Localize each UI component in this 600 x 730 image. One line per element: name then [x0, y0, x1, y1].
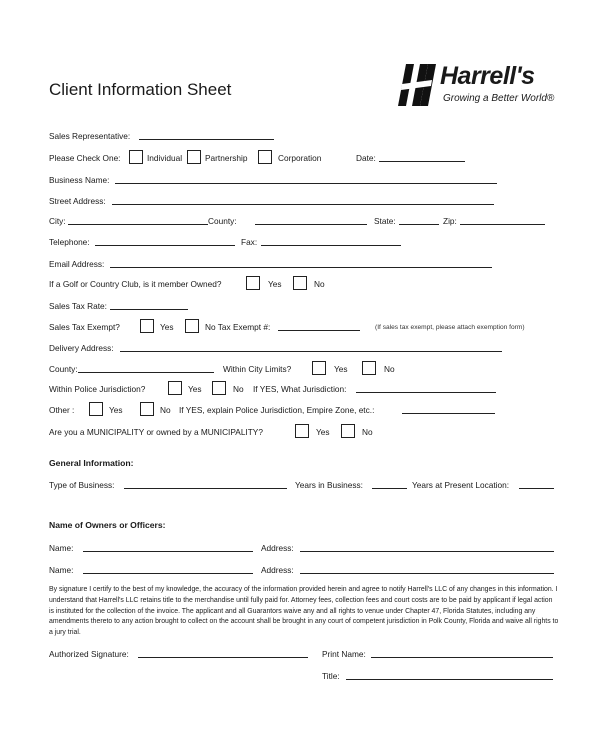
golf-club-label: If a Golf or Country Club, is it member Owned?	[49, 279, 222, 289]
authorized-signature-label: Authorized Signature:	[49, 649, 129, 659]
golf-club-row	[49, 276, 569, 292]
telephone-label: Telephone:	[49, 237, 90, 247]
within-police-label: Within Police Jurisdiction?	[49, 384, 146, 394]
fax-label: Fax:	[241, 237, 258, 247]
sales-tax-exempt-label: Sales Tax Exempt?	[49, 322, 120, 332]
police-yes-label: Yes	[188, 384, 202, 394]
within-city-label: Within City Limits?	[223, 364, 292, 374]
city-label: City:	[49, 216, 66, 226]
years-business-label: Years in Business:	[295, 480, 363, 490]
city-row	[49, 213, 569, 229]
jurisdiction-field[interactable]	[356, 392, 496, 393]
other-yes-label: Yes	[109, 405, 123, 415]
years-location-field[interactable]	[519, 488, 554, 489]
tax-exempt-no-checkbox[interactable]	[185, 319, 199, 333]
title-label: Title:	[322, 671, 340, 681]
city-limits-no-label: No	[384, 364, 395, 374]
county-city-limits-row	[49, 361, 569, 377]
sales-rep-label: Sales Representative:	[49, 131, 131, 141]
city-limits-yes-checkbox[interactable]	[312, 361, 326, 375]
street-address-label: Street Address:	[49, 196, 106, 206]
state-label: State:	[374, 216, 396, 226]
tax-exempt-number-field[interactable]	[278, 330, 360, 331]
no-tax-exempt-label: No Tax Exempt #:	[205, 322, 271, 332]
email-label: Email Address:	[49, 259, 105, 269]
golf-no-checkbox[interactable]	[293, 276, 307, 290]
title-row	[49, 668, 569, 684]
owner-address-field[interactable]	[300, 551, 554, 552]
print-name-field[interactable]	[371, 657, 553, 658]
logo-tagline: Growing a Better World®	[443, 93, 555, 104]
golf-no-label: No	[314, 279, 325, 289]
general-info-heading: General Information:	[49, 458, 134, 468]
other-no-checkbox[interactable]	[140, 402, 154, 416]
authorized-signature-field[interactable]	[138, 657, 308, 658]
city-limits-no-checkbox[interactable]	[362, 361, 376, 375]
city-limits-yes-label: Yes	[334, 364, 348, 374]
partnership-checkbox[interactable]	[187, 150, 201, 164]
state-field[interactable]	[399, 224, 439, 225]
business-name-row	[49, 172, 569, 188]
municipality-row	[49, 424, 569, 440]
owner-address-label: Address:	[261, 543, 294, 553]
municipality-yes-checkbox[interactable]	[295, 424, 309, 438]
years-location-label: Years at Present Location:	[412, 480, 510, 490]
municipality-no-label: No	[362, 427, 373, 437]
county2-label: County:	[49, 364, 78, 374]
golf-yes-checkbox[interactable]	[246, 276, 260, 290]
other-no-label: No	[160, 405, 171, 415]
other-label: Other :	[49, 405, 75, 415]
email-field[interactable]	[110, 267, 492, 268]
sales-tax-rate-row	[49, 298, 569, 314]
partnership-label: Partnership	[205, 153, 248, 163]
street-address-row	[49, 193, 569, 209]
page-title: Client Information Sheet	[49, 80, 232, 99]
owner-row-2	[49, 562, 569, 578]
entity-type-row	[49, 150, 569, 166]
telephone-field[interactable]	[95, 245, 235, 246]
logo-name: Harrell's	[440, 62, 535, 90]
county-field[interactable]	[255, 224, 367, 225]
owner-address-label: Address:	[261, 565, 294, 575]
owner-address-field[interactable]	[300, 573, 554, 574]
if-yes-jurisdiction-label: If YES, What Jurisdiction:	[253, 384, 347, 394]
sales-tax-rate-field[interactable]	[110, 309, 188, 310]
sales-rep-field[interactable]	[139, 139, 274, 140]
county2-field[interactable]	[78, 372, 214, 373]
municipality-label: Are you a MUNICIPALITY or owned by a MUNICIPALITY?	[49, 427, 263, 437]
sales-tax-rate-label: Sales Tax Rate:	[49, 301, 107, 311]
individual-label: Individual	[147, 153, 183, 163]
tax-exempt-yes-label: Yes	[160, 322, 174, 332]
zip-field[interactable]	[460, 224, 545, 225]
owner-name-label: Name:	[49, 565, 74, 575]
county-label: County:	[208, 216, 237, 226]
owners-heading: Name of Owners or Officers:	[49, 520, 166, 530]
harrells-h-mark-icon	[398, 62, 438, 108]
type-business-field[interactable]	[124, 488, 287, 489]
zip-label: Zip:	[443, 216, 457, 226]
owner-name-field[interactable]	[83, 573, 253, 574]
corporation-label: Corporation	[278, 153, 322, 163]
police-no-label: No	[233, 384, 244, 394]
print-name-label: Print Name:	[322, 649, 366, 659]
individual-checkbox[interactable]	[129, 150, 143, 164]
title-field[interactable]	[346, 679, 553, 680]
years-business-field[interactable]	[372, 488, 407, 489]
type-business-label: Type of Business:	[49, 480, 115, 490]
certification-text: By signature I certify to the best of my knowledge, the accuracy of the information provided herein and agree to notify Harrell's LLC of any changes in this information. I understand that Harrell's LLC retains title to the merchandise until fully paid for. Attorney fees, collection fees and court costs are to be paid by applicant if legal action is instituted for the collection of the invoice. The applicant and all Guarantors waive any and all rights to venue under Chapter 47, Florida Statutes, including any amendments thereto to any action brought to collect on the account shall be brought in any court of competent jurisdiction in Polk County, Florida and waive all rights to a jury trial.	[49, 586, 559, 637]
explain-field[interactable]	[402, 413, 495, 414]
sales-rep-row	[49, 128, 569, 144]
email-row	[49, 256, 569, 272]
city-field[interactable]	[68, 224, 208, 225]
business-name-field[interactable]	[115, 183, 497, 184]
police-no-checkbox[interactable]	[212, 381, 226, 395]
telephone-row	[49, 234, 569, 250]
if-yes-explain-label: If YES, explain Police Jurisdiction, Empire Zone, etc.:	[179, 405, 375, 415]
delivery-address-row	[49, 340, 569, 356]
owner-row-1	[49, 540, 569, 556]
golf-yes-label: Yes	[268, 279, 282, 289]
delivery-address-field[interactable]	[120, 351, 502, 352]
harrells-logo	[398, 62, 568, 112]
fax-field[interactable]	[261, 245, 401, 246]
police-jurisdiction-row	[49, 381, 569, 397]
other-row	[49, 402, 569, 418]
police-yes-checkbox[interactable]	[168, 381, 182, 395]
business-name-label: Business Name:	[49, 175, 110, 185]
exempt-note: (If sales tax exempt, please attach exemption form)	[375, 324, 525, 331]
signature-row	[49, 646, 569, 662]
date-label: Date:	[356, 153, 376, 163]
street-address-field[interactable]	[112, 204, 494, 205]
type-business-row	[49, 477, 569, 493]
delivery-address-label: Delivery Address:	[49, 343, 114, 353]
municipality-yes-label: Yes	[316, 427, 330, 437]
owner-name-field[interactable]	[83, 551, 253, 552]
corporation-checkbox[interactable]	[258, 150, 272, 164]
date-field[interactable]	[379, 161, 465, 162]
other-yes-checkbox[interactable]	[89, 402, 103, 416]
owner-name-label: Name:	[49, 543, 74, 553]
sales-tax-exempt-row	[49, 319, 569, 335]
municipality-no-checkbox[interactable]	[341, 424, 355, 438]
tax-exempt-yes-checkbox[interactable]	[140, 319, 154, 333]
check-one-label: Please Check One:	[49, 153, 121, 163]
